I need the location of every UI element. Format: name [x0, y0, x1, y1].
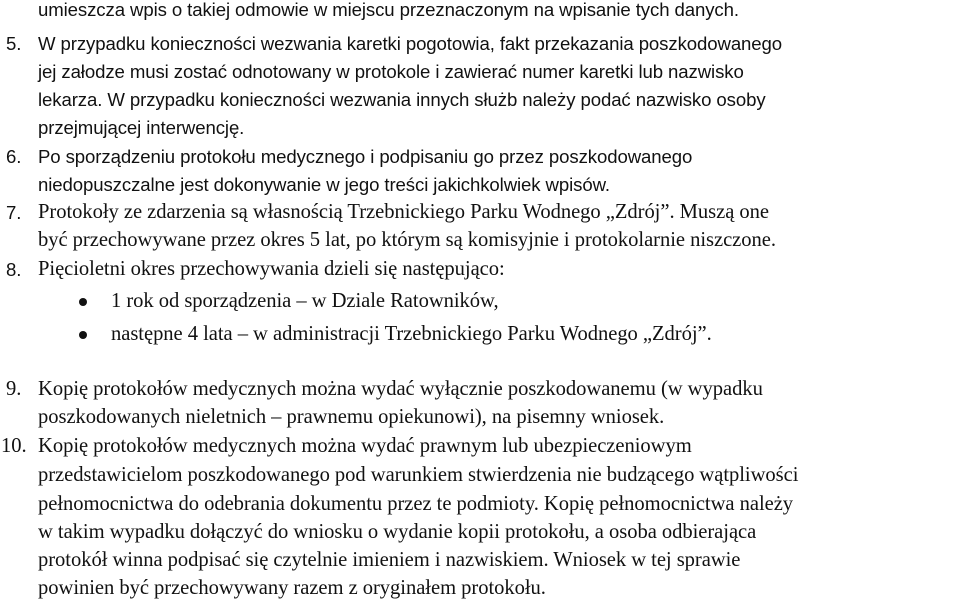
- item-9-line-2: poszkodowanych nieletnich – prawnemu opiekunowi), na pisemny wniosek.: [38, 406, 665, 428]
- item-10-line-2: przedstawicielom poszkodowanego pod warunkiem stwierdzenia nie budzącego wątpliwości: [38, 464, 799, 486]
- item-number-8: 8.: [6, 259, 22, 280]
- item-5-line-4: przejmującej interwencję.: [38, 117, 245, 138]
- item-5-line-1: W przypadku konieczności wezwania karetki pogotowia, fakt przekazania poszkodowanego: [38, 33, 783, 54]
- bullet-item-1: 1 rok od sporządzenia – w Dziale Ratowników,: [111, 290, 499, 312]
- item-number-10: 10.: [1, 435, 27, 457]
- item-10-line-1: Kopię protokołów medycznych można wydać prawnym lub ubezpieczeniowym: [38, 435, 692, 457]
- item-number-9: 9.: [6, 378, 22, 400]
- item-6-line-2: niedopuszczalne jest dokonywanie w jego treści jakichkolwiek wpisów.: [38, 174, 610, 195]
- item-5-line-3: lekarza. W przypadku konieczności wezwania innych służb należy podać nazwisko osoby: [38, 89, 766, 110]
- item-7-line-2: być przechowywane przez okres 5 lat, po którym są komisyjnie i protokolarnie niszczone.: [38, 229, 776, 251]
- item-7-line-1: Protokoły ze zdarzenia są własnością Trzebnickiego Parku Wodnego „Zdrój”. Muszą one: [38, 201, 769, 223]
- item-10-line-5: protokół winna podpisać się czytelnie imieniem i nazwiskiem. Wniosek w tej sprawie: [38, 549, 741, 571]
- item-4-continuation: umieszcza wpis o takiej odmowie w miejscu przeznaczonym na wpisanie tych danych.: [38, 0, 739, 20]
- item-number-7: 7.: [6, 202, 22, 223]
- item-number-6: 6.: [6, 146, 22, 167]
- item-9-line-1: Kopię protokołów medycznych można wydać wyłącznie poszkodowanemu (w wypadku: [38, 378, 763, 400]
- bullet-icon: [79, 298, 87, 306]
- item-10-line-3: pełnomocnictwa do odebrania dokumentu przez te podmioty. Kopię pełnomocnictwa należy: [38, 493, 794, 515]
- item-number-5: 5.: [6, 33, 22, 54]
- bullet-icon: [79, 331, 87, 339]
- item-10-line-6: powinien być przechowywany razem z oryginałem protokołu.: [38, 577, 546, 599]
- item-5-line-2: jej załodze musi zostać odnotowany w protokole i zawierać numer karetki lub nazwisko: [38, 61, 744, 82]
- bullet-item-2: następne 4 lata – w administracji Trzebnickiego Parku Wodnego „Zdrój”.: [111, 323, 712, 345]
- item-8-line-1: Pięcioletni okres przechowywania dzieli się następująco:: [38, 258, 505, 280]
- item-6-line-1: Po sporządzeniu protokołu medycznego i podpisaniu go przez poszkodowanego: [38, 146, 693, 167]
- item-10-line-4: w takim wypadku dołączyć do wniosku o wydanie kopii protokołu, a osoba odbierająca: [38, 521, 757, 543]
